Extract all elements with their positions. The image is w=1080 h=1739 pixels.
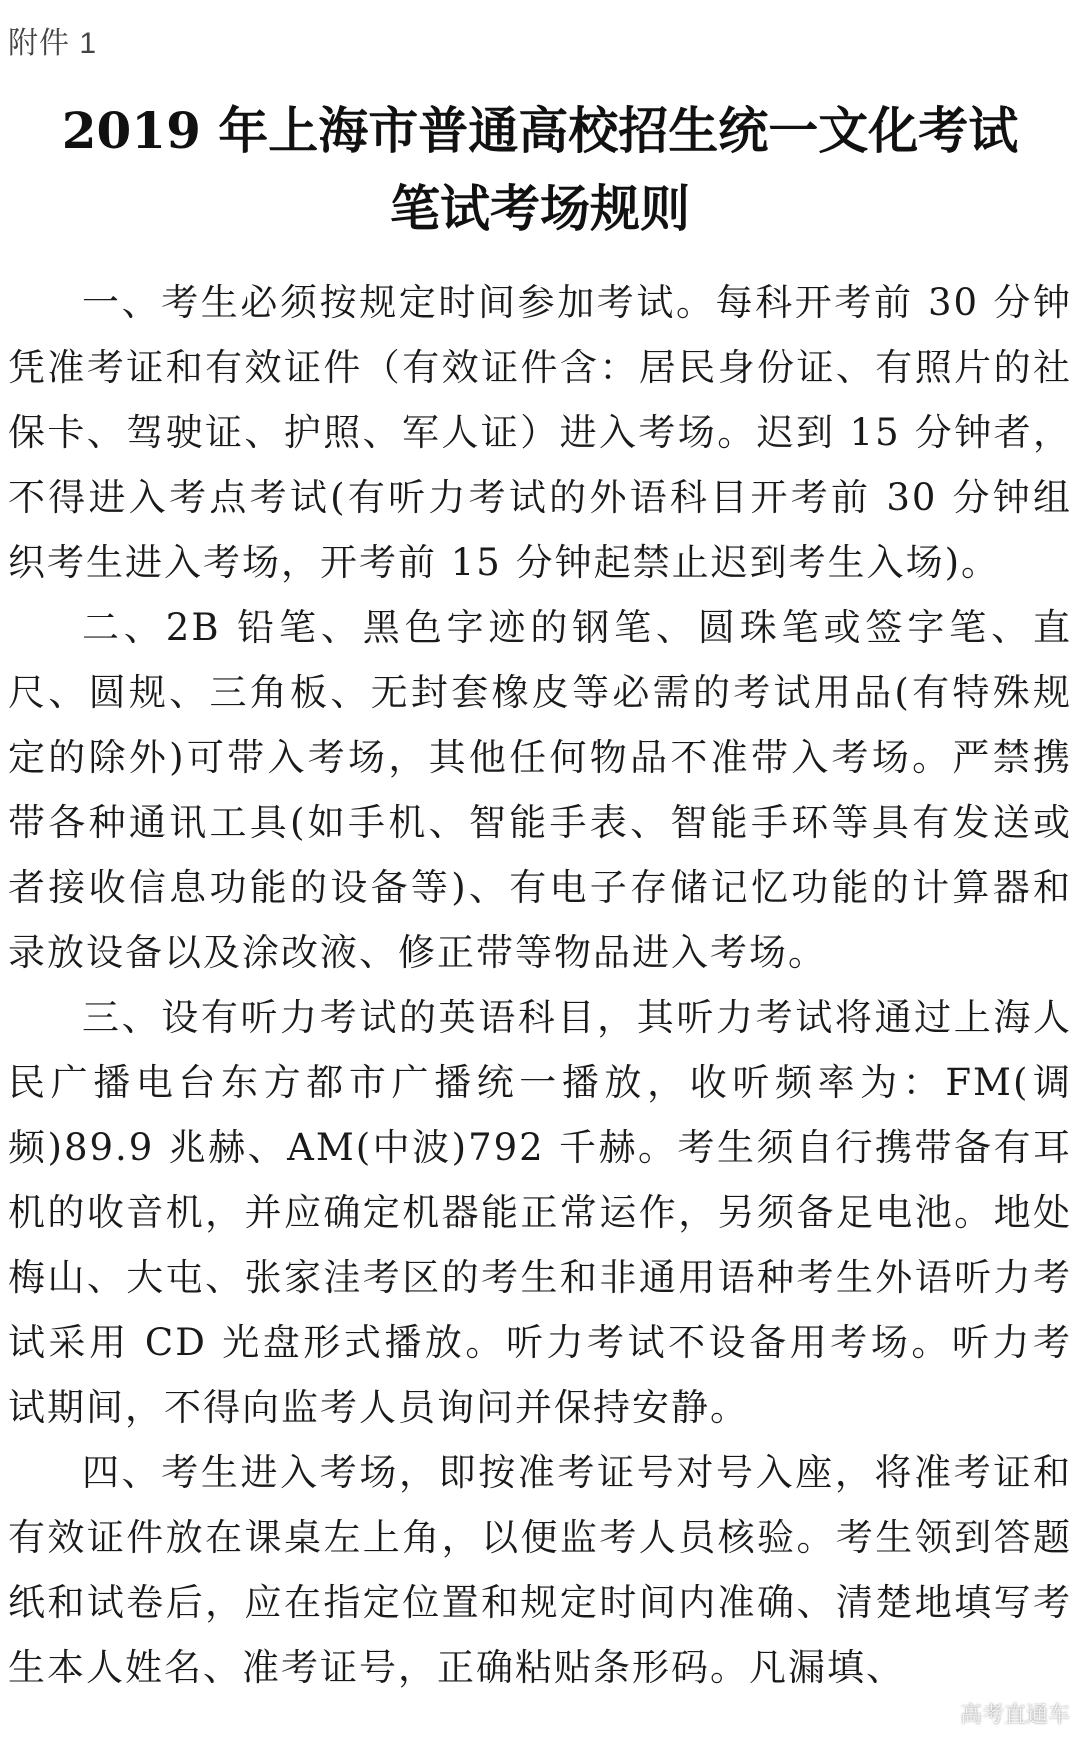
title-line-1: 2019 年上海市普通高校招生统一文化考试 bbox=[61, 101, 1019, 160]
rule-paragraph-2: 二、2B 铅笔、黑色字迹的钢笔、圆珠笔或签字笔、直尺、圆规、三角板、无封套橡皮等必需的考试用品(有特殊规定的除外)可带入考场，其他任何物品不准带入考场。严禁携带各种通讯工具(如手机、智能手表、智能手环等具有发送或者接收信息功能的设备等)、有电子存储记忆功能的计算器和录放设备以及涂改液、修正带等物品进入考场。 bbox=[8, 606, 1072, 974]
rule-paragraph-1: 一、考生必须按规定时间参加考试。每科开考前 30 分钟凭准考证和有效证件（有效证件含：居民身份证、有照片的社保卡、驾驶证、护照、军人证）进入考场。迟到 15 分钟者，不得进入考点考试(有听力考试的外语科目开考前 30 分钟组织考生进入考场，开考前 15 分钟起禁止迟到考生入场)。 bbox=[8, 281, 1072, 584]
document-title bbox=[0, 92, 1080, 248]
title-line-2: 笔试考场规则 bbox=[390, 179, 690, 238]
rule-paragraph-3: 三、设有听力考试的英语科目，其听力考试将通过上海人民广播电台东方都市广播统一播放，收听频率为：FM(调频)89.9 兆赫、AM(中波)792 千赫。考生须自行携带备有耳机的收音机，并应确定机器能正常运作，另须备足电池。地处梅山、大屯、张家洼考区的考生和非通用语种考生外语听力考试采用 CD 光盘形式播放。听力考试不设备用考场。听力考试期间，不得向监考人员询问并保持安静。 bbox=[8, 996, 1072, 1429]
rule-paragraph-4: 四、考生进入考场，即按准考证号对号入座，将准考证和有效证件放在课桌左上角，以便监考人员核验。考生领到答题纸和试卷后，应在指定位置和规定时间内准确、清楚地填写考生本人姓名、准考证号，正确粘贴条形码。凡漏填、 bbox=[8, 1451, 1072, 1689]
attachment-label: 附件 1 bbox=[8, 27, 98, 60]
watermark: 高考直通车 bbox=[959, 1703, 1070, 1728]
document-body bbox=[8, 270, 1072, 1700]
